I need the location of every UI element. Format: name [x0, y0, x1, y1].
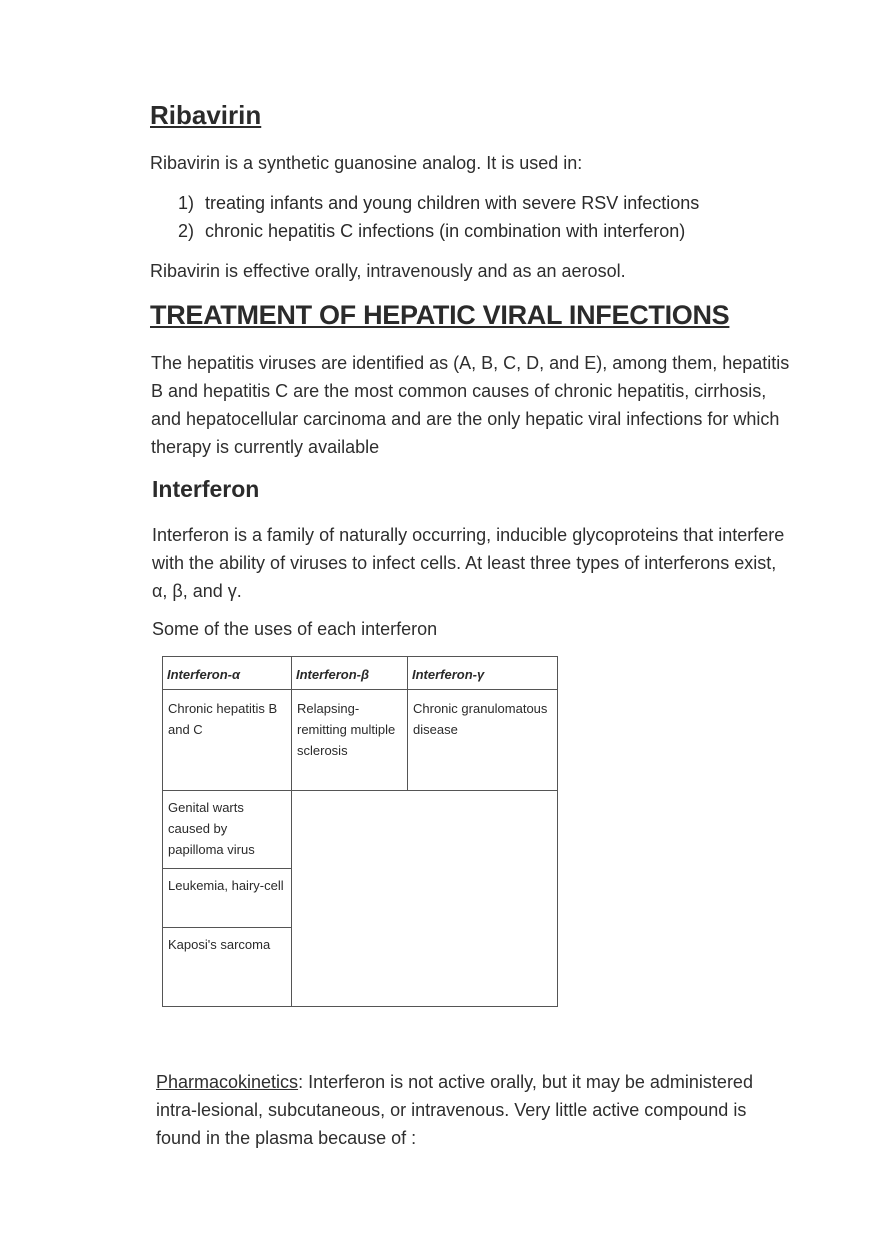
table-cell: Relapsing-remitting multiple sclerosis: [292, 690, 408, 791]
pharmacokinetics-label: Pharmacokinetics: [156, 1072, 299, 1092]
interferon-uses-table: [162, 656, 558, 1007]
list-number: 1): [178, 193, 195, 213]
pharmacokinetics-colon: :: [298, 1072, 304, 1092]
table-cell: Kaposi's sarcoma: [163, 928, 292, 1007]
ribavirin-routes: Ribavirin is effective orally, intravenously and as an aerosol.: [150, 261, 626, 281]
list-item: [178, 217, 699, 245]
ribavirin-heading: Ribavirin: [150, 100, 262, 130]
hepatic-paragraph: The hepatitis viruses are identified as (A, B, C, D, and E), among them, hepatitis B and hepatitis C are the most common causes of chronic hepatitis, cirrhosis, and hepatocellular carcinoma and are the only hepatic viral infections for which therapy is currently available: [151, 353, 790, 457]
pharmacokinetics-text: Interferon is not active orally, but it may be administered intra-lesional, subcutaneous, or intravenous. Very little active compound is found in the plasma because of :: [156, 1072, 753, 1148]
interferon-heading: Interferon: [152, 476, 260, 502]
list-item: [178, 189, 699, 217]
table-header-row: [163, 657, 558, 690]
ribavirin-intro: Ribavirin is a synthetic guanosine analog. It is used in:: [150, 153, 583, 173]
interferon-paragraph: Interferon is a family of naturally occurring, inducible glycoproteins that interfere with the ability of viruses to infect cells. At least three types of interferons exist, α, β, and γ.: [152, 525, 785, 601]
table-empty-cell: [292, 791, 558, 1007]
table-row: [163, 690, 558, 791]
table-cell: Chronic granulomatous disease: [408, 690, 558, 791]
list-text: chronic hepatitis C infections (in combination with interferon): [205, 221, 686, 241]
table-cell: Leukemia, hairy-cell: [163, 869, 292, 928]
interferon-uses-caption: Some of the uses of each interferon: [152, 619, 438, 639]
list-text: treating infants and young children with severe RSV infections: [205, 193, 700, 213]
table-cell: Genital warts caused by papilloma virus: [163, 791, 292, 869]
table-row: [163, 791, 558, 869]
header-interferon-beta: Interferon-β: [292, 657, 408, 690]
table-cell: Chronic hepatitis B and C: [163, 690, 292, 791]
header-interferon-alpha: Interferon-α: [163, 657, 292, 690]
header-interferon-gamma: Interferon-γ: [408, 657, 558, 690]
ribavirin-uses-list: [178, 189, 699, 245]
pharmacokinetics-paragraph: [156, 1068, 796, 1152]
hepatic-heading: TREATMENT OF HEPATIC VIRAL INFECTIONS: [150, 300, 730, 330]
list-number: 2): [178, 221, 195, 241]
